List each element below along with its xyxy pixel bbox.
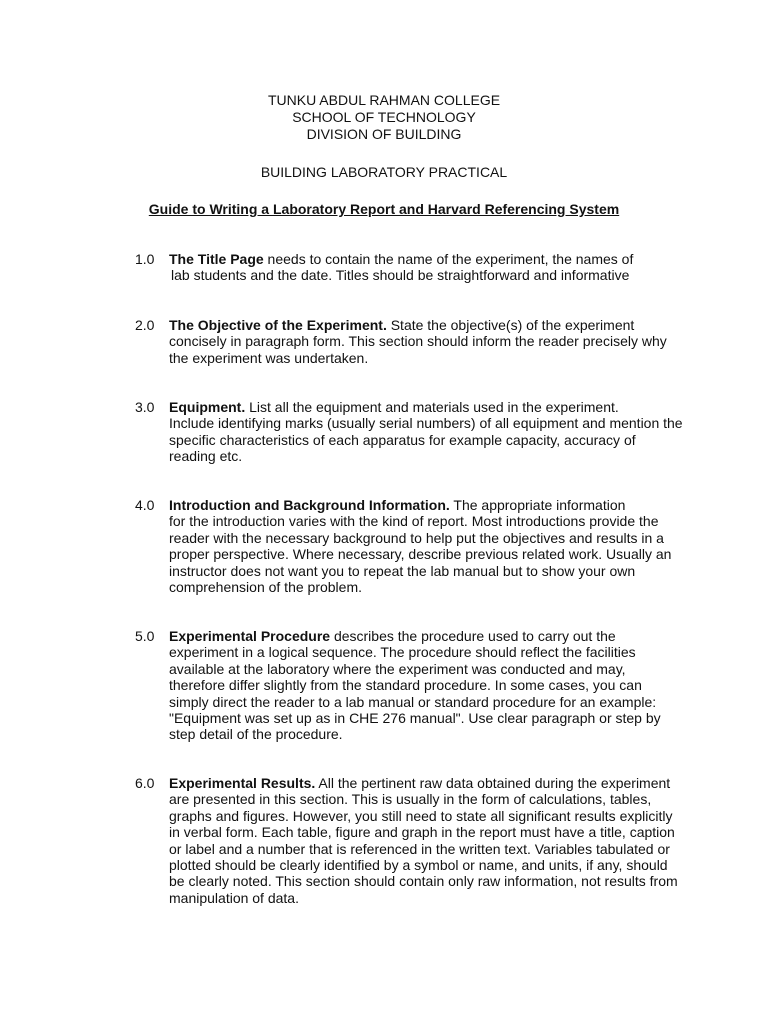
section-line: instructor does not want you to repeat the lab manual but to show your own [169, 562, 636, 579]
section-body [169, 399, 689, 465]
section-heading: Equipment. [169, 399, 246, 415]
section-text: List all the equipment and materials used in the experiment. [245, 399, 619, 415]
section-first-line [169, 497, 689, 513]
section-line: experiment in a logical sequence. The procedure should reflect the facilities [169, 644, 636, 661]
section-line: or label and a number that is referenced in the written text. Variables tabulated or [169, 840, 670, 857]
section-line: reading etc. [169, 448, 243, 465]
section-body [169, 497, 689, 595]
section-line: for the introduction varies with the kind of report. Most introductions provide the [169, 513, 659, 530]
section-line: proper perspective. Where necessary, describe previous related work. Usually an [169, 546, 672, 563]
section-text: State the objective(s) of the experiment [386, 317, 635, 333]
section-text: describes the procedure used to carry out the [330, 628, 616, 644]
section-number: 6.0 [135, 775, 155, 791]
school-name: SCHOOL OF TECHNOLOGY [292, 109, 476, 125]
section-line: be clearly noted. This section should contain only raw information, not results from [169, 873, 678, 890]
college-name: TUNKU ABDUL RAHMAN COLLEGE [267, 92, 501, 108]
section-line: lab students and the date. Titles should be straightforward and informative [171, 267, 630, 284]
section-line: "Equipment was set up as in CHE 276 manual". Use clear paragraph or step by [169, 710, 661, 727]
section-number: 5.0 [135, 628, 155, 644]
practical-title: BUILDING LABORATORY PRACTICAL [260, 164, 508, 180]
section-line: specific characteristics of each apparatus for example capacity, accuracy of [169, 431, 636, 448]
section-body [169, 317, 689, 366]
section-first-line [169, 251, 689, 267]
section-text: The appropriate information [449, 497, 626, 513]
section-number: 3.0 [135, 399, 155, 415]
section-heading: Experimental Results. [169, 775, 316, 791]
section-line: Include identifying marks (usually serial numbers) of all equipment and mention the [169, 415, 683, 432]
section-first-line [169, 317, 689, 333]
section-body [169, 628, 689, 743]
section-line: concisely in paragraph form. This section should inform the reader precisely why [169, 333, 667, 350]
section-number: 2.0 [135, 317, 155, 333]
section-number: 1.0 [135, 251, 155, 267]
section-body [169, 251, 689, 284]
section-heading: Introduction and Background Information. [169, 497, 450, 513]
section-first-line [169, 399, 689, 415]
section-line: are presented in this section. This is usually in the form of calculations, tables, [169, 791, 652, 808]
section-text: needs to contain the name of the experiment, the names of [263, 251, 634, 267]
section-line: step detail of the procedure. [169, 726, 343, 743]
section-line: comprehension of the problem. [169, 579, 362, 596]
division-name: DIVISION OF BUILDING [306, 126, 462, 142]
section-line: therefore differ slightly from the standard procedure. In some cases, you can [169, 677, 642, 694]
section-line: manipulation of data. [169, 889, 299, 906]
section-heading: The Title Page [169, 251, 264, 267]
section-line: the experiment was undertaken. [169, 349, 369, 366]
section-line: in verbal form. Each table, figure and graph in the report must have a title, caption [169, 824, 675, 841]
section-body [169, 775, 689, 906]
section-heading: The Objective of the Experiment. [169, 317, 387, 333]
section-heading: Experimental Procedure [169, 628, 331, 644]
section-line: reader with the necessary background to help put the objectives and results in a [169, 529, 664, 546]
section-number: 4.0 [135, 497, 155, 513]
section-line: simply direct the reader to a lab manual or standard procedure for an example: [169, 693, 657, 710]
guide-title: Guide to Writing a Laboratory Report and Harvard Referencing System [148, 201, 620, 217]
institution-header [0, 92, 768, 143]
section-line: available at the laboratory where the experiment was conducted and may, [169, 660, 626, 677]
section-line: graphs and figures. However, you still need to state all significant results explicitly [169, 807, 673, 824]
section-line: plotted should be clearly identified by a symbol or name, and units, if any, should [169, 857, 668, 874]
section-first-line [169, 775, 689, 791]
section-text: All the pertinent raw data obtained during the experiment [315, 775, 671, 791]
section-first-line [169, 628, 689, 644]
